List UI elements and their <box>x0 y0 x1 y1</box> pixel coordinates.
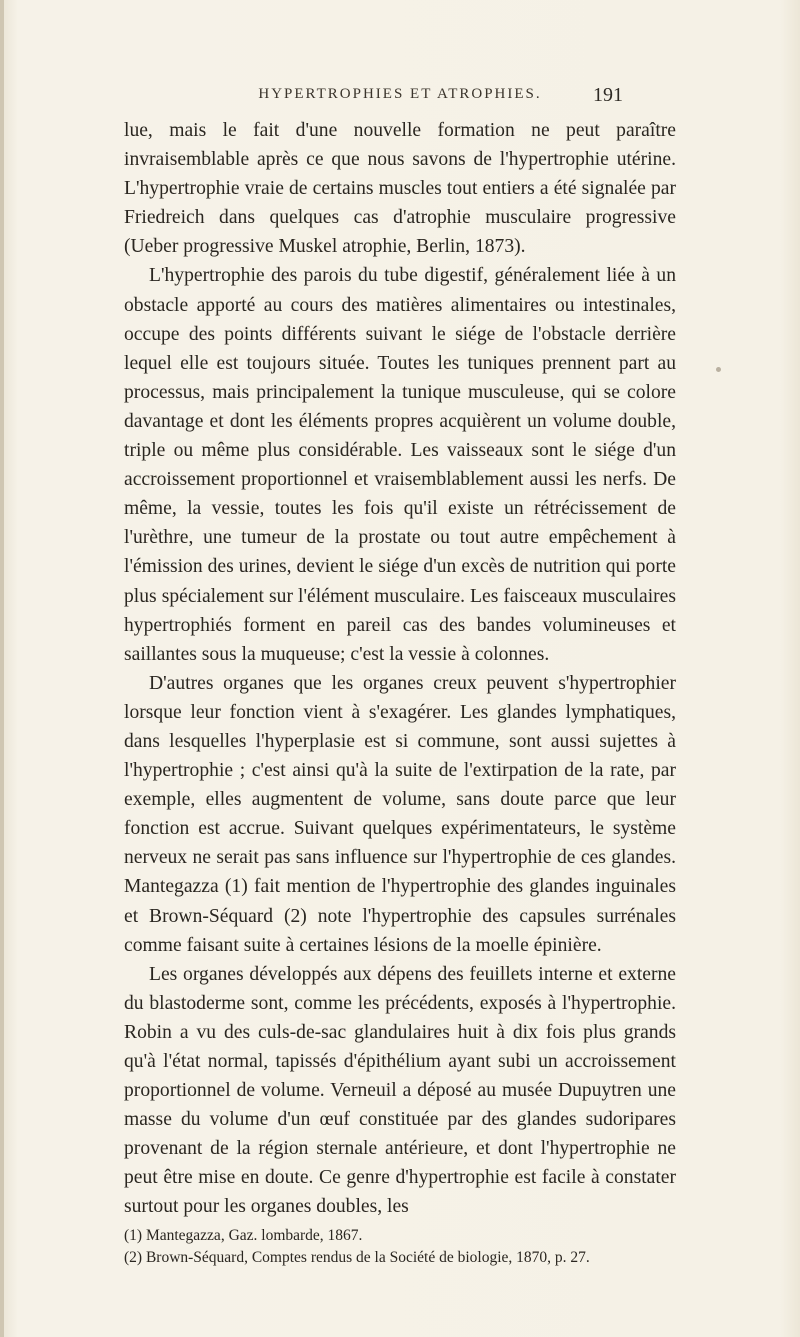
paragraph: lue, mais le fait d'une nouvelle formation ne peut paraître invraisemblable après ce que nous savons de l'hypertrophie utérine. L'hypertrophie vraie de certains muscles tout entiers a été signalée par Friedreich dans quelques cas d'atrophie musculaire progressive (Ueber progressive Muskel atrophie, Berlin, 1873). <box>124 120 676 258</box>
footnote: (2) Brown-Séquard, Comptes rendus de la Société de biologie, 1870, p. 27. <box>124 1249 590 1266</box>
page-number: 191 <box>593 84 623 106</box>
paragraph: D'autres organes que les organes creux peuvent s'hypertrophier lorsque leur fonction vient à s'exagérer. Les glandes lymphatiques, dans lesquelles l'hyperplasie est si commune, sont aussi sujettes à l'hypertrophie ; c'est ainsi qu'à la suite de l'extirpation de la rate, par exemple, elles augmentent de volume, sans doute parce que leur fonction est accrue. Suivant quelques expérimentateurs, le système nerveux ne serait pas sans influence sur l'hypertrophie de ces glandes. Mantegazza (1) fait mention de l'hypertrophie des glandes inguinales et Brown-Séquard (2) note l'hypertrophie des capsules surrénales comme faisant suite à certaines lésions de la moelle épinière. <box>124 672 676 956</box>
footnotes <box>124 1225 684 1269</box>
body-text <box>124 116 676 1222</box>
page-binding-edge <box>0 0 4 1337</box>
page-header <box>0 86 800 116</box>
paper-spot <box>716 367 721 372</box>
paragraph: Les organes développés aux dépens des feuillets interne et externe du blastoderme sont, comme les précédents, exposés à l'hypertrophie. Robin a vu des culs-de-sac glandulaires huit à dix fois plus grands qu'à l'état normal, tapissés d'épithélium ayant subi un accroissement proportionnel de volume. Verneuil a déposé au musée Dupuytren une masse du volume d'un œuf constituée par des glandes sudoripares provenant de la région sternale antérieure, et dont l'hypertrophie ne peut être mise en doute. Ce genre d'hypertrophie est facile à constater surtout pour les organes doubles, les <box>124 963 676 1218</box>
running-title: HYPERTROPHIES ET ATROPHIES. <box>258 86 542 102</box>
paragraph: L'hypertrophie des parois du tube digestif, généralement liée à un obstacle apporté au cours des matières alimentaires ou intestinales, occupe des points différents suivant le siége de l'obstacle derrière lequel elle est toujours située. Toutes les tuniques prennent part au processus, mais principalement la tunique musculeuse, qui se colore davantage et dont les éléments propres acquièrent un volume double, triple ou même plus considérable. Les vaisseaux sont le siége d'un accroissement proportionnel et vraisemblablement aussi les nerfs. De même, la vessie, toutes les fois qu'il existe un rétrécissement de l'urèthre, une tumeur de la prostate ou tout autre empêchement à l'émission des urines, devient le siége d'un excès de nutrition qui porte plus spécialement sur l'élément musculaire. Les faisceaux musculaires hypertrophiés forment en pareil cas des bandes volumineuses et saillantes sous la muqueuse; c'est la vessie à colonnes. <box>124 265 676 665</box>
footnote: (1) Mantegazza, Gaz. lombarde, 1867. <box>124 1227 363 1244</box>
